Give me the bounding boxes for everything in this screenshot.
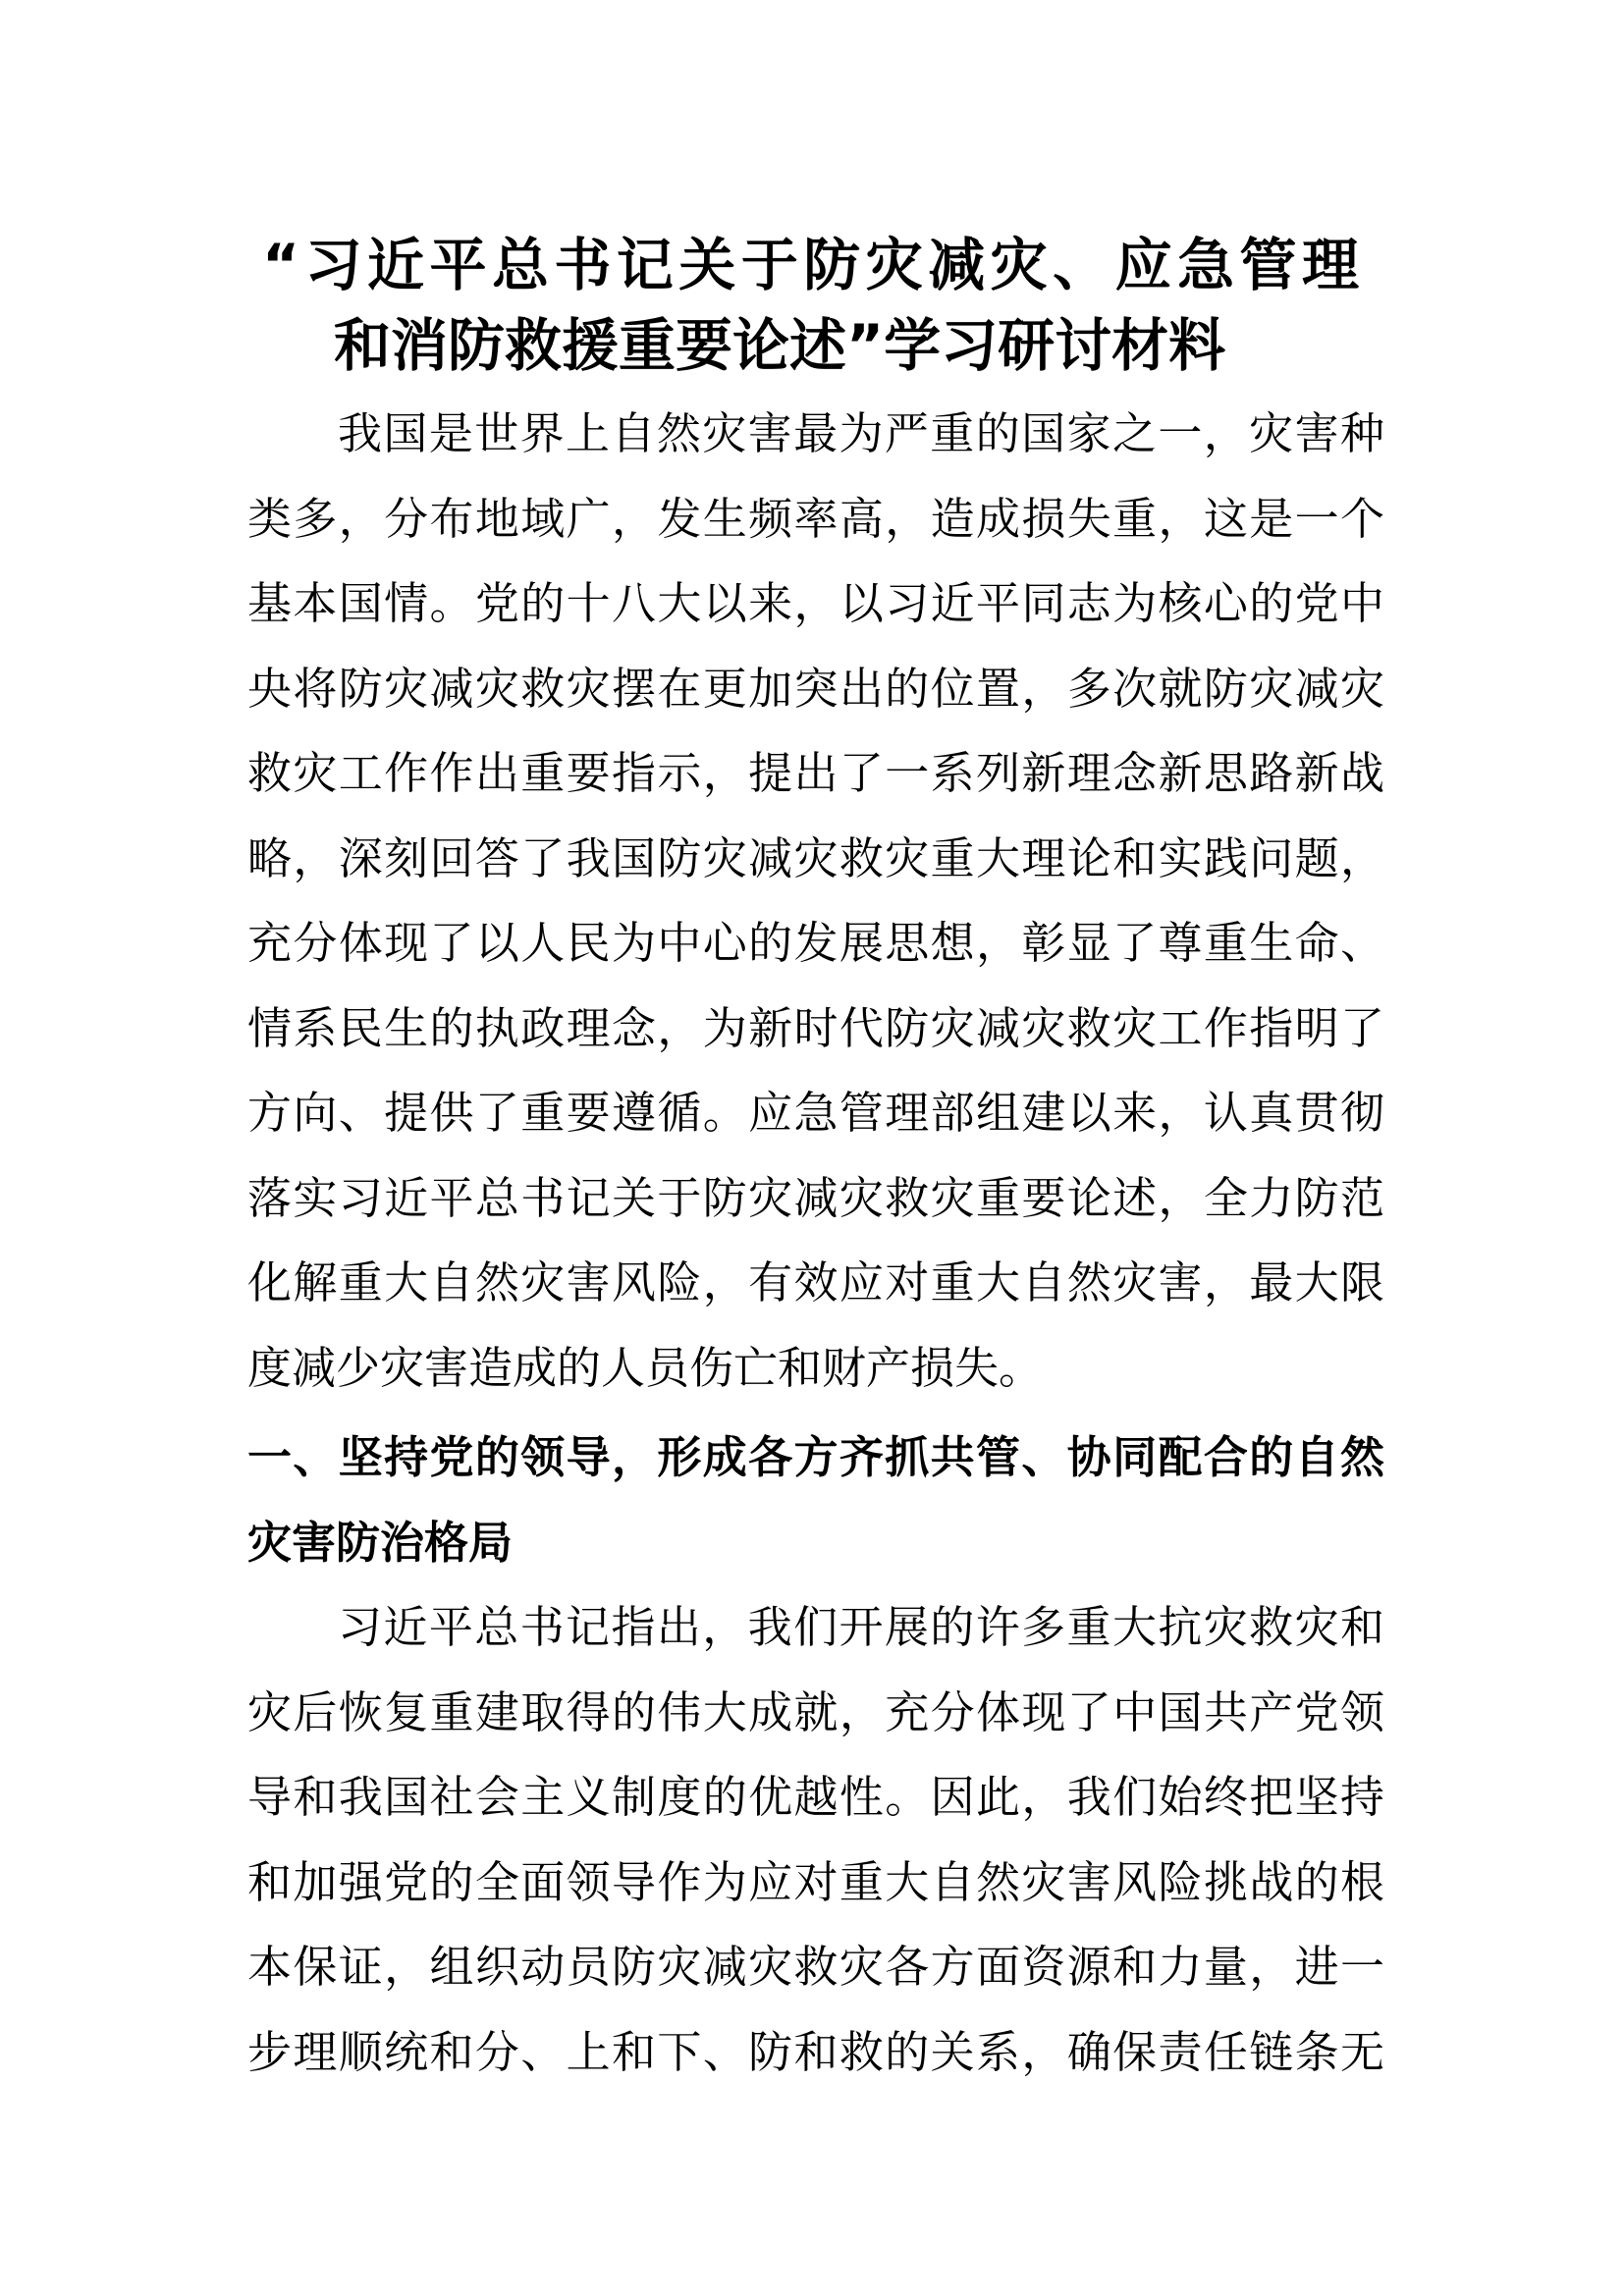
document-title-line-2: 和消防救援重要论述”学习研讨材料 — [334, 312, 1226, 379]
paragraph-line: 方向、提供了重要遵循。应急管理部组建以来，认真贯彻 — [247, 1087, 1384, 1139]
paragraph-line: 情系民生的执政理念，为新时代防灾减灾救灾工作指明了 — [247, 1001, 1384, 1054]
section-heading-line: 一、坚持党的领导，形成各方齐抓共管、协同配合的自然 — [247, 1431, 1384, 1483]
document-title-line-1: “习近平总书记关于防灾减灾、应急管理 — [262, 232, 1359, 298]
paragraph-line: 和加强党的全面领导作为应对重大自然灾害风险挑战的根 — [247, 1855, 1384, 1908]
paragraph-line: 我国是世界上自然灾害最为严重的国家之一，灾害种 — [338, 407, 1384, 459]
paragraph-line: 略，深刻回答了我国防灾减灾救灾重大理论和实践问题， — [247, 831, 1384, 884]
paragraph-line: 灾后恢复重建取得的伟大成就，充分体现了中国共产党领 — [247, 1685, 1384, 1738]
paragraph-line: 基本国情。党的十八大以来，以习近平同志为核心的党中 — [247, 577, 1384, 629]
paragraph-line: 导和我国社会主义制度的优越性。因此，我们始终把坚持 — [247, 1771, 1384, 1823]
section-heading-line: 灾害防治格局 — [247, 1516, 514, 1569]
paragraph-line: 习近平总书记指出，我们开展的许多重大抗灾救灾和 — [338, 1601, 1384, 1653]
paragraph-line: 央将防灾减灾救灾摆在更加突出的位置，多次就防灾减灾 — [247, 662, 1384, 715]
paragraph-line: 落实习近平总书记关于防灾减灾救灾重要论述，全力防范 — [247, 1171, 1384, 1224]
paragraph-line: 类多，分布地域广，发生频率高，造成损失重，这是一个 — [247, 492, 1384, 545]
paragraph-line: 步理顺统和分、上和下、防和救的关系，确保责任链条无 — [247, 2025, 1384, 2078]
paragraph-line: 化解重大自然灾害风险，有效应对重大自然灾害，最大限 — [247, 1256, 1384, 1308]
paragraph-line: 本保证，组织动员防灾减灾救灾各方面资源和力量，进一 — [247, 1941, 1384, 1993]
paragraph-line: 救灾工作作出重要指示，提出了一系列新理念新思路新战 — [247, 747, 1384, 799]
paragraph-line: 充分体现了以人民为中心的发展思想，彰显了尊重生命、 — [247, 917, 1384, 969]
paragraph-line: 度减少灾害造成的人员伤亡和财产损失。 — [247, 1341, 1044, 1394]
